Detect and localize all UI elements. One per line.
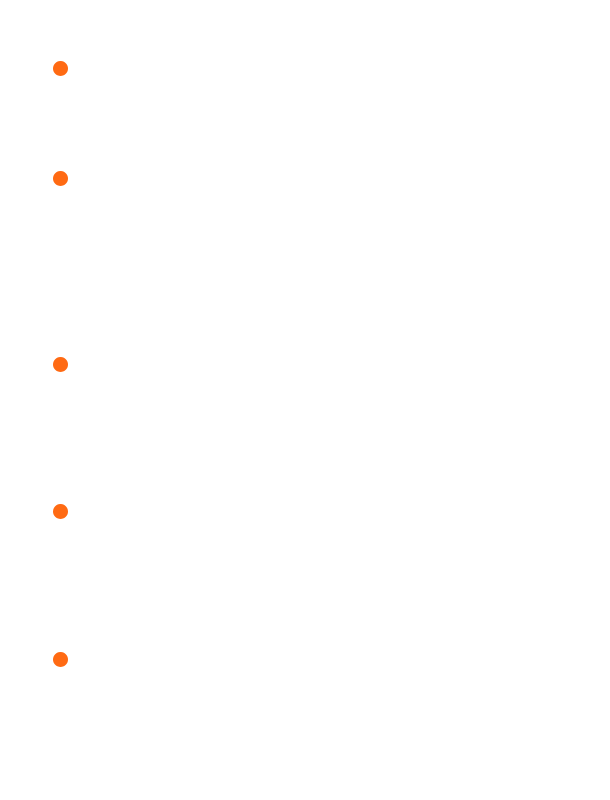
orange-dot-icon — [53, 61, 68, 76]
orange-dot-icon — [53, 357, 68, 372]
bullet-item — [53, 504, 68, 519]
orange-dot-icon — [53, 504, 68, 519]
bullet-item — [53, 357, 68, 372]
bullet-item — [53, 61, 68, 76]
bullet-item — [53, 171, 68, 186]
orange-dot-icon — [53, 171, 68, 186]
orange-dot-icon — [53, 652, 68, 667]
bullet-item — [53, 652, 68, 667]
